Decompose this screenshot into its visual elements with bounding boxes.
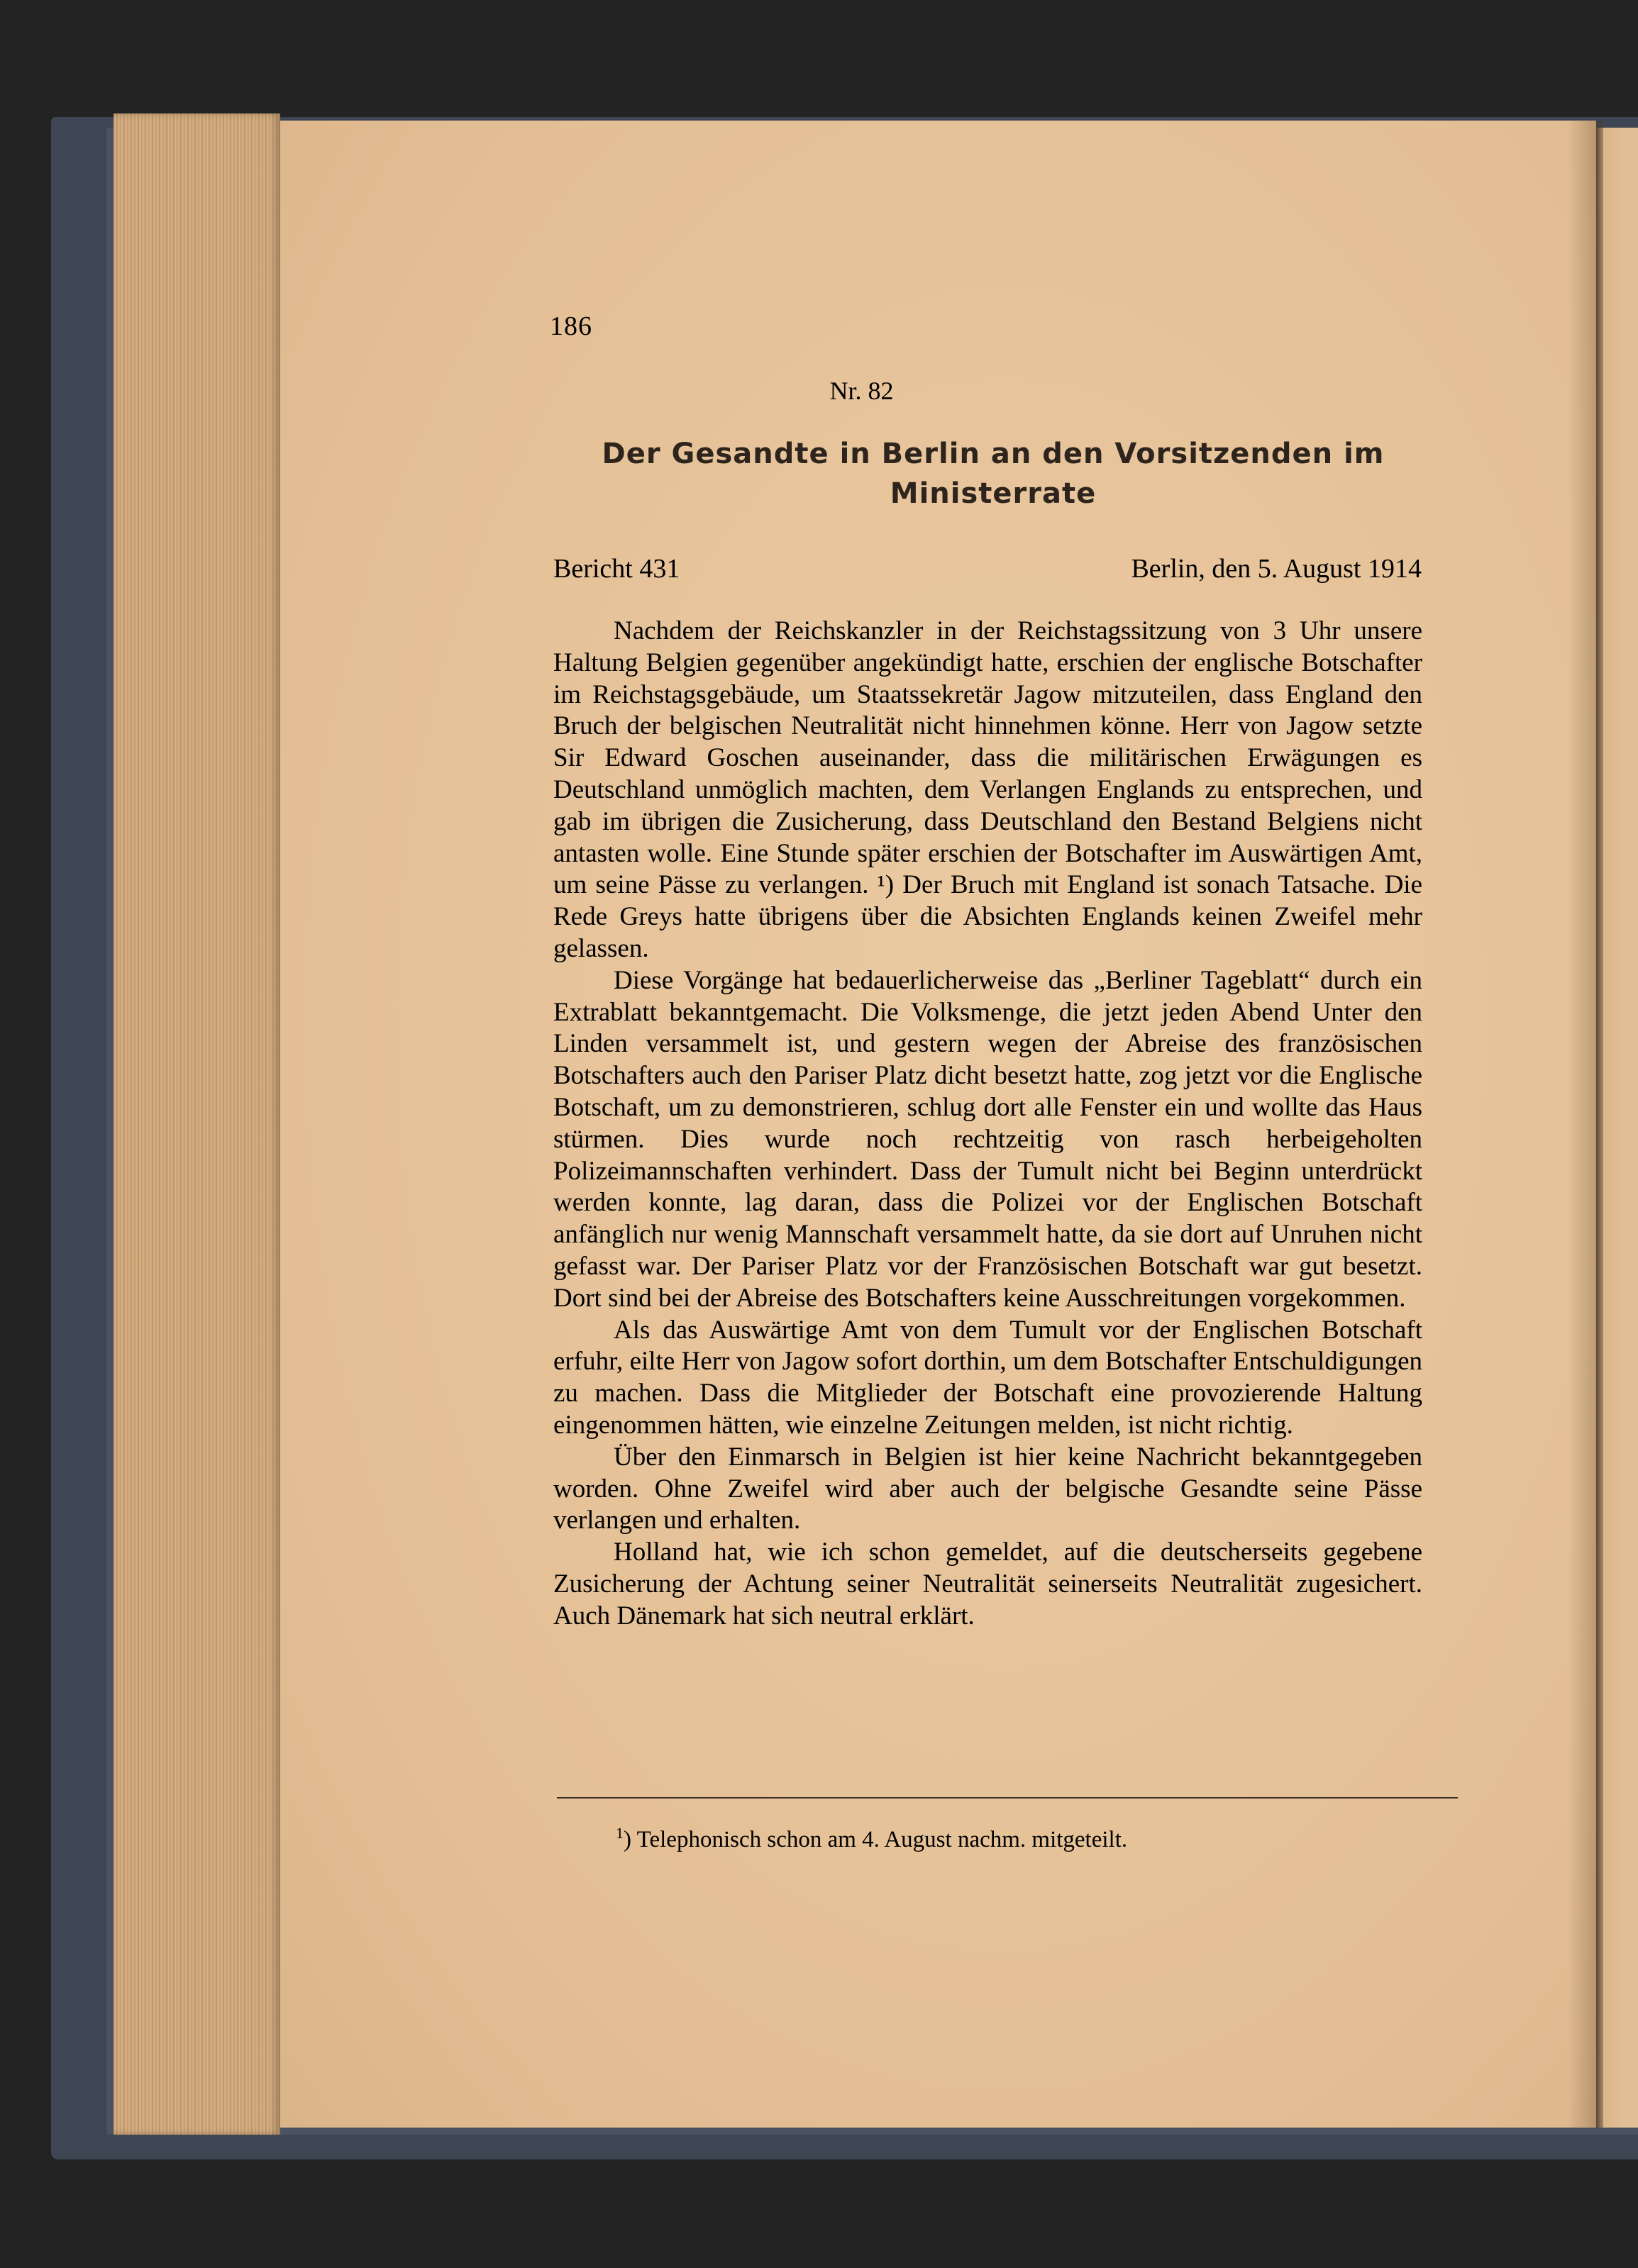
footnote-marker: 1	[616, 1824, 624, 1842]
paragraph: Als das Auswärtige Amt von dem Tumult vor der Englischen Botschaft erfuhr, eilte Herr von Jagow sofort dorthin, um dem Botschafter Entschuldigungen zu machen. Dass die Mitglieder der Botschaft eine provozierende Haltung eingenommen hätten, wie einzelne Zeitungen melden, ist nicht richtig.	[553, 1315, 1422, 1440]
page-number: 186	[550, 311, 592, 341]
paragraph: Nachdem der Reichskanzler in der Reichstagssitzung von 3 Uhr unsere Haltung Belgien gegenüber angekündigt hatte, erschien der englische Botschafter im Reichstagsgebäude, um Staatssekretär Jagow mitzuteilen, dass England den Bruch der belgischen Neutralität nicht hinnehmen könne. Herr von Jagow setzte Sir Edward Goschen auseinander, dass die militärischen Erwägungen es Deutschland unmöglich machten, dem Verlangen Englands zu entsprechen, und gab im übrigen die Zusicherung, dass Deutschland den Bestand Belgiens nicht antasten wolle. Eine Stunde später erschien der Botschafter im Auswärtigen Amt, um seine Pässe zu verlangen. ¹) Der Bruch mit England ist sonach Tatsache. Die Rede Greys hatte übrigens über die Absichten Englands keinen Zweifel mehr gelassen.	[553, 616, 1422, 963]
footnote-divider	[557, 1797, 1458, 1799]
page-edges	[114, 113, 280, 2135]
page-gutter-shadow	[1568, 121, 1603, 2128]
paragraph: Holland hat, wie ich schon gemeldet, auf die deutscherseits gegebene Zusicherung der Achtung seiner Neutralität seinerseits Neutralität zugesichert. Auch Dänemark hat sich neutral erklärt.	[553, 1538, 1422, 1630]
document-number: Nr. 82	[829, 377, 894, 405]
dateline: Berlin, den 5. August 1914	[1131, 554, 1422, 584]
report-number: Bericht 431	[553, 554, 680, 584]
body-text	[553, 616, 1422, 1633]
paragraph: Diese Vorgänge hat bedauerlicherweise das „Berliner Tageblatt“ durch ein Extrablatt bekanntgemacht. Die Volksmenge, die jetzt jeden Abend Unter den Linden versammelt ist, und gestern wegen der Abreise des französischen Botschafters auch den Pariser Platz dicht besetzt hatte, zog jetzt vor die Englische Botschaft, um zu demonstrieren, schlug dort alle Fenster ein und wollte das Haus stürmen. Dies wurde noch rechtzeitig von rasch herbeigeholten Polizeimannschaften verhindert. Dass der Tumult nicht bei Beginn unterdrückt werden konnte, lag daran, dass die Polizei vor der Englischen Botschaft anfänglich nur wenig Mannschaft versammelt hatte, da sie dort auf Unruhen nicht gefasst war. Der Pariser Platz vor der Französischen Botschaft war gut besetzt. Dort sind bei der Abreise des Botschafters keine Ausschreitungen vorgekommen.	[553, 965, 1422, 1313]
paragraph: Über den Einmarsch in Belgien ist hier keine Nachricht bekanntgegeben worden. Ohne Zweifel wird aber auch der belgische Gesandte seine Pässe verlangen und erhalten.	[553, 1442, 1422, 1535]
document-title: Der Gesandte in Berlin an den Vorsitzenden im Ministerrate	[602, 438, 1385, 510]
footnote	[616, 1824, 1127, 1853]
footnote-text: ) Telephonisch schon am 4. August nachm. mitgeteilt.	[624, 1827, 1128, 1852]
